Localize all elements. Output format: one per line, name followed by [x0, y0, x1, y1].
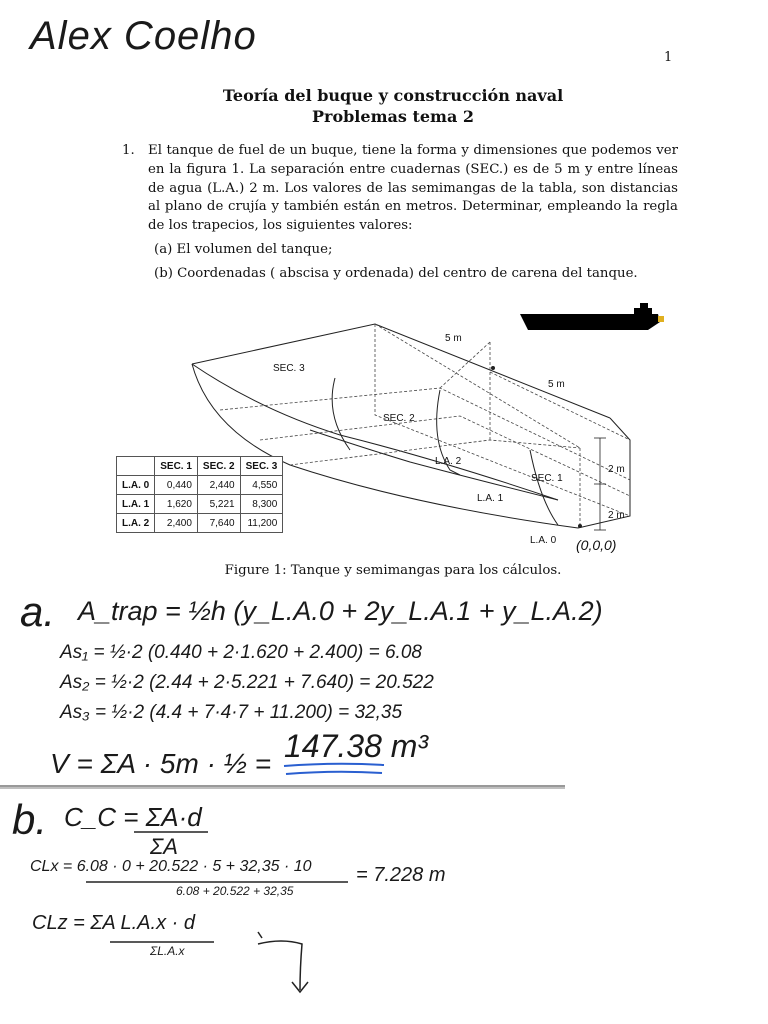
table-cell: 8,300 — [240, 495, 283, 514]
page-title: Teoría del buque y construcción naval — [222, 86, 564, 105]
label-2m-lower: 2 m — [608, 510, 625, 521]
label-2m-upper: 2 m — [608, 464, 625, 475]
table-row-label: L.A. 2 — [117, 514, 155, 533]
handwritten-clx-num: CLx = 6.08 · 0 + 20.522 · 5 + 32,35 · 10 — [30, 858, 312, 875]
table-row — [117, 514, 283, 533]
handwritten-clx-den: 6.08 + 20.522 + 32,35 — [176, 884, 294, 898]
table-header-cell — [117, 457, 155, 476]
table-cell: 4,550 — [240, 476, 283, 495]
table-header-cell: SEC. 1 — [155, 457, 198, 476]
semimangas-table — [116, 456, 283, 533]
table-row — [117, 476, 283, 495]
label-sec1: SEC. 1 — [531, 473, 563, 484]
table-cell: 2,440 — [197, 476, 240, 495]
hull-inner-curve — [310, 430, 558, 500]
table-cell: 2,400 — [155, 514, 198, 533]
problem-number: 1. — [122, 143, 135, 158]
problem-text: El tanque de fuel de un buque, tiene la forma y dimensiones que podemos ver en la figura 1. La separación entre cuadernas (SEC.) es de 5 m y entre líneas de agua (L.A.) 2 m. Los valores de las semimangas de la tabla, son distancias al plano de crujía y también están en metros. Determinar, empleando la regla de los trapecios, los siguientes valores: — [148, 143, 678, 234]
hull-top-edge — [192, 324, 610, 418]
handwritten-a-formula: A_trap = ½h (y_L.A.0 + 2y_L.A.1 + y_L.A.2) — [78, 596, 603, 626]
page-number: 1 — [664, 50, 673, 65]
label-5m-top: 5 m — [445, 333, 462, 344]
table-cell: 1,620 — [155, 495, 198, 514]
label-sec2: SEC. 2 — [383, 413, 415, 424]
handwritten-arrow — [254, 928, 324, 998]
figure-caption: Figure 1: Tanque y semimangas para los cálculos. — [224, 563, 562, 578]
handwritten-as2: As₂ = ½·2 (2.44 + 2·5.221 + 7.640) = 20.522 — [60, 672, 434, 693]
handwritten-volume: V = ΣA · 5m · ½ = — [50, 748, 272, 779]
label-5m-mid: 5 m — [548, 379, 565, 390]
handwritten-b-formula-num: C_C = ΣA·d — [64, 802, 202, 832]
label-la1: L.A. 1 — [477, 493, 504, 504]
section-divider — [0, 784, 570, 790]
result-underline — [280, 760, 390, 780]
table-row-label: L.A. 1 — [117, 495, 155, 514]
problem-item-a: (a) El volumen del tanque; — [154, 242, 333, 257]
label-la2: L.A. 2 — [435, 456, 462, 467]
handwritten-clz-num: CLz = ΣA L.A.x · d — [32, 912, 195, 934]
handwritten-a-label: a. — [20, 588, 56, 635]
table-header-row — [117, 457, 283, 476]
table-row — [117, 495, 283, 514]
table-row-label: L.A. 0 — [117, 476, 155, 495]
handwritten-as3: As₃ = ½·2 (4.4 + 7·4·7 + 11.200) = 32,35 — [60, 702, 403, 723]
handwritten-b-label: b. — [12, 796, 48, 843]
page-subtitle: Problemas tema 2 — [311, 107, 475, 126]
table-header-cell: SEC. 2 — [197, 457, 240, 476]
handwritten-as1: As₁ = ½·2 (0.440 + 2·1.620 + 2.400) = 6.08 — [60, 642, 422, 663]
handwritten-clz-den: ΣL.A.x — [150, 944, 185, 958]
label-sec3: SEC. 3 — [273, 363, 305, 374]
label-origin: (0,0,0) — [576, 537, 617, 553]
ship-icon — [520, 303, 664, 330]
table-cell: 5,221 — [197, 495, 240, 514]
table-header-cell: SEC. 3 — [240, 457, 283, 476]
handwritten-clx-result: = 7.228 m — [356, 864, 446, 886]
signature: Alex Coelho — [30, 14, 257, 58]
problem-item-b: (b) Coordenadas ( abscisa y ordenada) del centro de carena del tanque. — [154, 266, 638, 281]
table-cell: 7,640 — [197, 514, 240, 533]
problem-statement — [122, 142, 678, 236]
handwritten-b-formula-den: ΣA — [150, 834, 178, 859]
table-cell: 11,200 — [240, 514, 283, 533]
table-cell: 0,440 — [155, 476, 198, 495]
handwritten-volume-result: 147.38 m³ — [284, 728, 429, 764]
label-la0: L.A. 0 — [530, 535, 557, 546]
